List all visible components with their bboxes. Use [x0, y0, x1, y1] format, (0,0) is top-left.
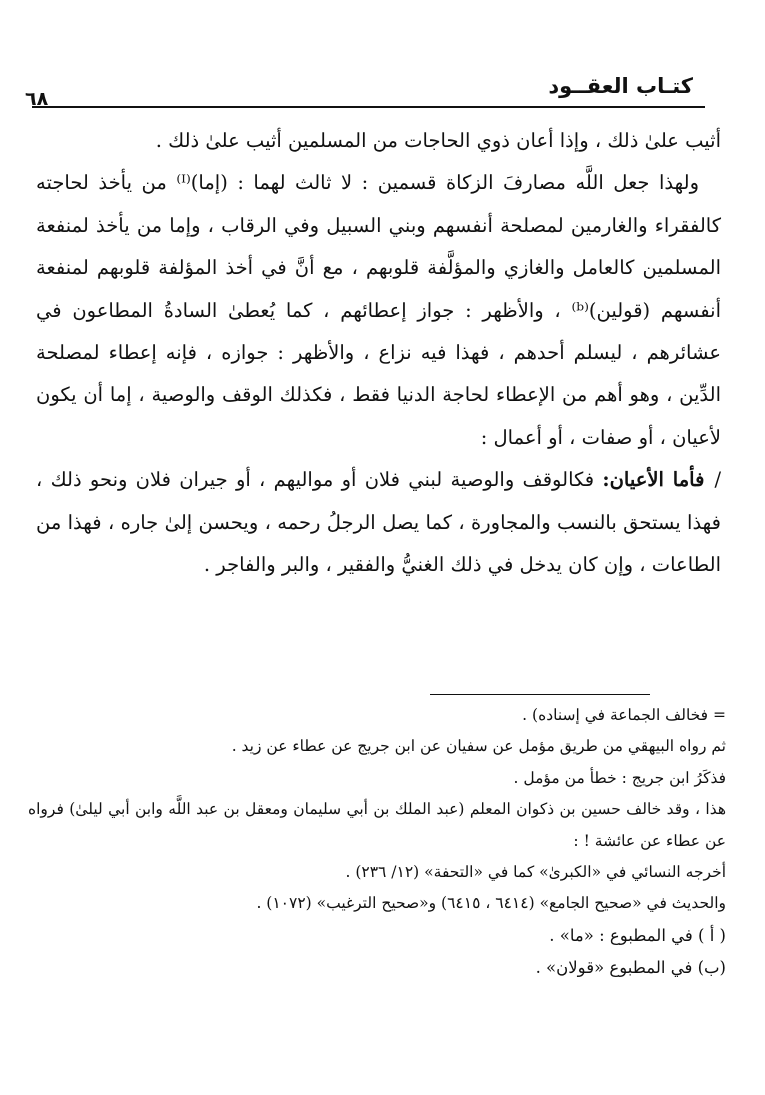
paragraph-aayan [36, 459, 721, 586]
footnote-variant-b: (ب) في المطبوع «قولان» . [535, 957, 726, 977]
footnote-line: فذكَرُ ابن جريج : خطأ من مؤمل . [513, 768, 726, 787]
footnote-line: أخرجه النسائي في «الكبرىٰ» كما في «التحفة» (١٢/ ٢٣٦) . [345, 863, 726, 882]
footnotes [28, 700, 726, 984]
footnote-variant-a: ( أ ) في المطبوع : «ما» . [549, 925, 726, 945]
footnote-rule [430, 694, 650, 695]
section-lead: فأما الأعيان: [602, 468, 705, 492]
book-title: كتـاب العقــود [548, 74, 693, 98]
paragraph-zakat: ولهذا جعل اللَّه مصارفَ الزكاة قسمين : لا ثالث لهما : (إما)⁽ᴵ⁾ من يأخذ لحاجته كالفقراء والغارمين لمصلحة أنفسهم وبني السبيل وفي الرقاب ، وإما من يأخذ لمنفعة المسلمين كالعامل والغازي والمؤلَّفة قلوبهم ، مع أنَّ في أخذ المؤلفة قلوبهم لمنفعة أنفسهم (قولين)⁽ᵇ⁾ ، والأظهر : جواز إعطائهم ، كما يُعطىٰ السادةُ المطاعون في عشائرهم ، ليسلم أحدهم ، فهذا فيه نزاع ، والأظهر : جوازه ، فإنه إعطاء لمصلحة الدِّين ، وهو أهم من الإعطاء لحاجة الدنيا فقط ، فكذلك الوقف والوصية ، إما أن يكون لأعيان ، أو صفات ، أو أعمال : [36, 171, 721, 449]
page-number: ٦٨ [25, 88, 49, 110]
paragraph-aayan-text: فكالوقف والوصية لبني فلان أو مواليهم ، أو جيران فلان ونحو ذلك ، فهذا يستحق بالنسب والمجاورة ، كما يصل الرجلُ رحمه ، ويحسن إلىٰ جاره ، فهذا من الطاعات ، وإن كان يدخل في ذلك الغنيُّ والفقير ، والبر والفاجر . [36, 468, 721, 577]
running-head [0, 74, 765, 108]
footnote-line: والحديث في «صحيح الجامع» (٦٤١٤ ، ٦٤١٥) و«صحيح الترغيب» (١٠٧٢) . [256, 894, 726, 913]
main-text [36, 120, 721, 586]
footnote-line: ثم رواه البيهقي من طريق مؤمل عن سفيان عن ابن جريج عن عطاء عن زيد . [231, 737, 726, 756]
page-break-marker: / [714, 468, 722, 492]
footnote-line: هذا ، وقد خالف حسين بن ذكوان المعلم (عبد الملك بن أبي سليمان ومعقل بن عبد اللَّه وابن أبي ليلىٰ) فرواه عن عطاء عن عائشة ! : [28, 800, 726, 850]
paragraph-continuation: أثيب علىٰ ذلك ، وإذا أعان ذوي الحاجات من المسلمين أثيب علىٰ ذلك . [155, 129, 721, 152]
header-rule [32, 106, 705, 108]
footnote-line: = فخالف الجماعة في إسناده) . [522, 706, 726, 724]
